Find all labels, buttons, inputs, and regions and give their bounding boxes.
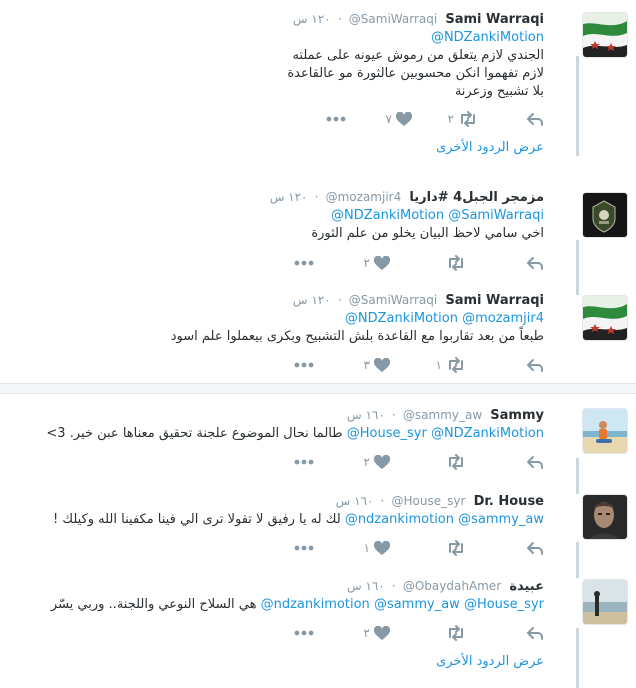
timestamp[interactable]: ١٦٠ س xyxy=(335,494,374,508)
syrian-flag-icon xyxy=(582,296,627,341)
reply-icon xyxy=(526,255,544,271)
avatar[interactable] xyxy=(582,494,628,540)
mention-link[interactable]: @ndzankimotion xyxy=(260,597,370,612)
retweet-button[interactable] xyxy=(436,355,466,375)
timestamp[interactable]: ١٢٠ س xyxy=(292,293,331,307)
heart-icon xyxy=(374,626,390,641)
more-dots-icon xyxy=(294,630,314,636)
like-button[interactable] xyxy=(364,452,390,472)
like-button[interactable] xyxy=(364,538,390,558)
mention-link[interactable]: @sammy_aw xyxy=(458,512,544,527)
mention-link[interactable]: @House_syr xyxy=(346,426,427,441)
tweet-line: طبعاً من بعد تقاربوا مع القاعدة بلش التشبيح وبكرى بيعملوا علم اسود xyxy=(170,329,544,344)
like-count: ٢ xyxy=(363,626,370,640)
retweet-count: ٢ xyxy=(447,112,454,126)
heart-icon xyxy=(374,455,390,470)
tweet-text xyxy=(44,425,544,443)
thread-separator xyxy=(0,384,636,393)
mention-link[interactable]: @ndzankimotion xyxy=(344,512,454,527)
more-dots-icon xyxy=(294,362,314,368)
more-options-button[interactable] xyxy=(294,538,314,558)
like-count: ٣ xyxy=(363,358,370,372)
separator-dot: · xyxy=(337,12,342,26)
tweet-actions xyxy=(284,452,544,472)
retweet-icon xyxy=(446,357,466,373)
tweet-actions xyxy=(284,355,544,375)
tweet-text xyxy=(114,207,544,243)
reply-button[interactable] xyxy=(526,623,544,643)
heart-icon xyxy=(374,541,390,556)
more-dots-icon xyxy=(294,459,314,465)
mention-link[interactable]: @NDZankiMotion xyxy=(430,30,544,45)
mention-link[interactable]: @sammy_aw xyxy=(373,597,460,612)
tweet-line: طالما نحال الموضوع علجنة تحقيق معناها عبن خير. 3> xyxy=(46,426,343,441)
tweet-actions xyxy=(284,623,544,643)
more-dots-icon xyxy=(294,260,314,266)
mention-link[interactable]: @SamiWarraqi xyxy=(448,208,544,223)
reply-button[interactable] xyxy=(526,452,544,472)
tweet-line: الجندي لازم يتعلق من رموش عيونه على عملته xyxy=(292,48,544,63)
retweet-button[interactable] xyxy=(442,623,466,643)
mention-link[interactable]: @NDZankiMotion xyxy=(430,426,544,441)
avatar[interactable] xyxy=(582,295,628,341)
like-count: ١ xyxy=(363,541,370,555)
reply-button[interactable] xyxy=(526,538,544,558)
emblem-icon xyxy=(582,193,627,238)
display-name[interactable]: Dr. House xyxy=(473,494,544,509)
like-button[interactable] xyxy=(386,109,412,129)
tweet-line: هي السلاح النوعي واللجنة.. وربي يسّر xyxy=(50,597,257,612)
retweet-icon xyxy=(446,625,466,641)
retweet-count: ١ xyxy=(435,358,442,372)
separator-dot: · xyxy=(314,190,319,204)
tweet[interactable] xyxy=(0,0,636,155)
username[interactable]: @SamiWarraqi xyxy=(348,12,438,26)
tweet[interactable] xyxy=(0,396,636,480)
display-name[interactable]: عبيدة xyxy=(509,579,544,594)
display-name[interactable]: Sami Warraqi xyxy=(445,12,544,27)
separator-dot: · xyxy=(391,579,396,593)
username[interactable]: @mozamjir4 xyxy=(325,190,402,204)
tweet-text xyxy=(114,29,544,101)
mention-link[interactable]: @NDZankiMotion xyxy=(344,311,458,326)
mention-link[interactable]: @House_syr xyxy=(463,597,544,612)
mention-link[interactable]: @NDZankiMotion xyxy=(331,208,445,223)
beach-photo-icon xyxy=(582,409,627,454)
timestamp[interactable]: ١٦٠ س xyxy=(346,579,385,593)
timestamp[interactable]: ١٦٠ س xyxy=(346,408,385,422)
more-options-button[interactable] xyxy=(294,355,314,375)
tweet-actions xyxy=(284,253,544,273)
username[interactable]: @ObaydahAmer xyxy=(402,579,502,593)
retweet-icon xyxy=(458,111,478,127)
tweet-line: اخي سامي لاحظ البيان يخلو من علم الثورة xyxy=(311,226,544,241)
more-dots-icon xyxy=(326,116,346,122)
reply-icon xyxy=(526,357,544,373)
retweet-icon xyxy=(446,454,466,470)
tweet-actions xyxy=(284,109,544,129)
retweet-button[interactable] xyxy=(442,452,466,472)
tweet-text xyxy=(114,310,544,346)
username[interactable]: @sammy_aw xyxy=(402,408,483,422)
more-options-button[interactable] xyxy=(326,109,346,129)
mention-link[interactable]: @mozamjir4 xyxy=(462,311,544,326)
more-options-button[interactable] xyxy=(294,253,314,273)
like-button[interactable] xyxy=(364,623,390,643)
syrian-flag-icon xyxy=(582,13,627,58)
reply-button[interactable] xyxy=(526,355,544,375)
separator-dot: · xyxy=(337,293,342,307)
avatar[interactable] xyxy=(582,408,628,454)
heart-icon xyxy=(374,256,390,271)
more-options-button[interactable] xyxy=(294,452,314,472)
avatar[interactable] xyxy=(582,579,628,625)
portrait-icon xyxy=(582,495,627,540)
display-name[interactable]: Sami Warraqi xyxy=(445,293,544,308)
like-button[interactable] xyxy=(364,355,390,375)
tweet[interactable] xyxy=(0,180,636,280)
retweet-button[interactable] xyxy=(442,538,466,558)
tweet[interactable] xyxy=(0,567,636,688)
tweet-text xyxy=(44,511,544,529)
more-dots-icon xyxy=(294,545,314,551)
timestamp[interactable]: ١٢٠ س xyxy=(269,190,308,204)
display-name[interactable]: مزمجر الجبل4 #داريا xyxy=(409,190,544,205)
retweet-button[interactable] xyxy=(448,109,478,129)
separator-dot: · xyxy=(380,494,385,508)
retweet-button[interactable] xyxy=(442,253,466,273)
tweet-actions xyxy=(284,538,544,558)
like-count: ٢ xyxy=(363,256,370,270)
show-more-replies-link[interactable]: عرض الردود الأخرى xyxy=(436,654,544,669)
reply-button[interactable] xyxy=(526,253,544,273)
like-count: ٧ xyxy=(385,112,392,126)
tweet[interactable] xyxy=(0,482,636,566)
tweet-line: بلا تشبيح وزعرنة xyxy=(454,84,544,99)
reply-icon xyxy=(526,454,544,470)
username[interactable]: @House_syr xyxy=(391,494,466,508)
reply-button[interactable] xyxy=(526,109,544,129)
tweet[interactable] xyxy=(0,283,636,383)
retweet-icon xyxy=(446,540,466,556)
tweet-line: لك له يا رفيق لا تقولا ترى الي فينا مكفينا الله وكيلك ! xyxy=(53,512,341,527)
sea-photo-icon xyxy=(582,580,627,625)
reply-icon xyxy=(526,111,544,127)
tweet-line: لازم تفهموا انكن محسوبين عالثورة مو عالقاعدة xyxy=(287,66,544,81)
more-options-button[interactable] xyxy=(294,623,314,643)
like-button[interactable] xyxy=(364,253,390,273)
avatar[interactable] xyxy=(582,192,628,238)
timestamp[interactable]: ١٢٠ س xyxy=(292,12,331,26)
heart-icon xyxy=(374,358,390,373)
tweet-text xyxy=(44,596,544,614)
avatar[interactable] xyxy=(582,12,628,58)
retweet-icon xyxy=(446,255,466,271)
reply-icon xyxy=(526,625,544,641)
show-more-replies-link[interactable]: عرض الردود الأخرى xyxy=(436,140,544,155)
heart-icon xyxy=(396,112,412,127)
reply-icon xyxy=(526,540,544,556)
display-name[interactable]: Sammy xyxy=(490,408,544,423)
separator-dot: · xyxy=(391,408,396,422)
username[interactable]: @SamiWarraqi xyxy=(348,293,438,307)
like-count: ٢ xyxy=(363,455,370,469)
